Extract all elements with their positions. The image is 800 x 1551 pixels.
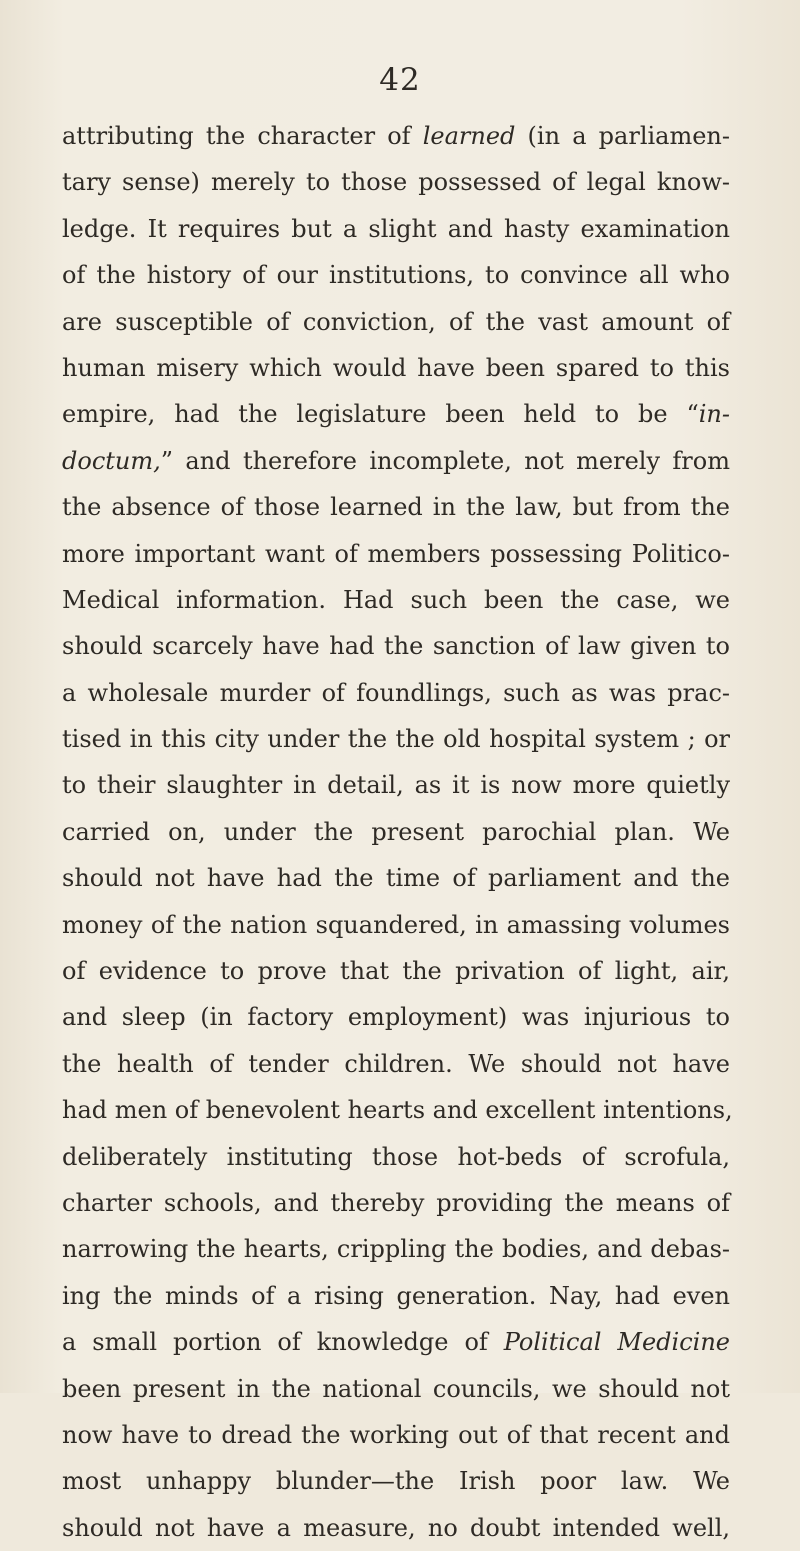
text-segment: should not have a measure, no doubt intended well, <box>62 1513 730 1542</box>
text-segment: a small portion of knowledge of <box>62 1328 504 1357</box>
text-line <box>62 855 730 901</box>
text-line <box>62 809 730 855</box>
text-line <box>62 1412 730 1458</box>
text-segment: ” and therefore incomplete, not merely from <box>160 446 730 475</box>
text-segment: narrowing the hearts, crippling the bodies, and debas- <box>62 1235 730 1264</box>
text-segment: to their slaughter in detail, as it is now more quietly <box>62 771 730 800</box>
text-line <box>62 948 730 994</box>
text-line <box>62 762 730 808</box>
text-segment: empire, had the legislature been held to be “ <box>62 400 699 429</box>
text-line <box>62 391 730 437</box>
text-segment: and sleep (in factory employment) was injurious to <box>62 1003 730 1032</box>
text-segment: Medical information. Had such been the case, we <box>62 585 730 614</box>
text-segment: human misery which would have been spared to this <box>62 353 730 382</box>
text-line <box>62 1366 730 1412</box>
text-segment: carried on, under the present parochial plan. We <box>62 817 730 846</box>
text-line <box>62 994 730 1040</box>
text-line <box>62 159 730 205</box>
text-segment: tised in this city under the the old hospital system ; or <box>62 725 730 754</box>
text-line <box>62 716 730 762</box>
text-line <box>62 438 730 484</box>
text-line <box>62 531 730 577</box>
text-segment: of evidence to prove that the privation of light, air, <box>62 957 730 986</box>
text-segment: tary sense) merely to those possessed of legal know- <box>62 168 730 197</box>
text-line <box>62 623 730 669</box>
text-segment: of the history of our institutions, to convince all who <box>62 261 730 290</box>
text-line <box>62 1180 730 1226</box>
text-line <box>62 113 730 159</box>
italic-text-segment: learned <box>422 122 516 150</box>
text-segment: are susceptible of conviction, of the vast amount of <box>62 307 730 336</box>
text-line <box>62 1041 730 1087</box>
text-segment: (in a parliamen- <box>515 122 731 150</box>
text-segment: had men of benevolent hearts and excellent intentions, <box>62 1096 733 1125</box>
text-segment: deliberately instituting those hot-beds of scrofula, <box>62 1142 730 1171</box>
text-segment: money of the nation squandered, in amassing volumes <box>62 910 730 939</box>
text-line <box>62 1226 730 1272</box>
text-line <box>62 670 730 716</box>
text-line <box>62 252 730 298</box>
text-line <box>62 577 730 623</box>
body-text <box>62 113 733 1551</box>
text-line <box>62 1458 730 1504</box>
text-segment: been present in the national councils, we should not <box>62 1374 730 1403</box>
text-line <box>62 902 730 948</box>
text-line <box>62 345 730 391</box>
text-line <box>62 1134 730 1180</box>
text-segment: now have to dread the working out of that recent and <box>62 1420 730 1449</box>
italic-text-segment: Political Medicine <box>503 1328 731 1357</box>
text-segment: a wholesale murder of foundlings, such as was prac- <box>62 678 730 707</box>
text-segment: should not have had the time of parliament and the <box>62 864 730 893</box>
text-segment: more important want of members possessing Politico- <box>62 539 730 568</box>
text-line <box>62 1319 730 1365</box>
text-segment: attributing the character of <box>62 122 423 150</box>
text-line <box>62 299 730 345</box>
italic-text-segment: doctum, <box>62 446 161 475</box>
text-line <box>62 1273 730 1319</box>
text-line <box>62 1087 733 1133</box>
text-line <box>62 1505 730 1551</box>
text-segment: should scarcely have had the sanction of law given to <box>62 632 730 661</box>
text-segment: ledge. It requires but a slight and hasty examination <box>62 214 730 243</box>
text-line <box>62 484 730 530</box>
text-segment: the health of tender children. We should not have <box>62 1049 730 1078</box>
text-segment: ing the minds of a rising generation. Nay, had even <box>62 1281 730 1310</box>
text-segment: most unhappy blunder—the Irish poor law. We <box>62 1467 730 1496</box>
text-segment: charter schools, and thereby providing the means of <box>62 1188 730 1217</box>
text-segment: the absence of those learned in the law, but from the <box>62 493 730 522</box>
italic-text-segment: in- <box>698 400 730 429</box>
page-number: 42 <box>379 62 421 98</box>
text-line <box>62 206 730 252</box>
